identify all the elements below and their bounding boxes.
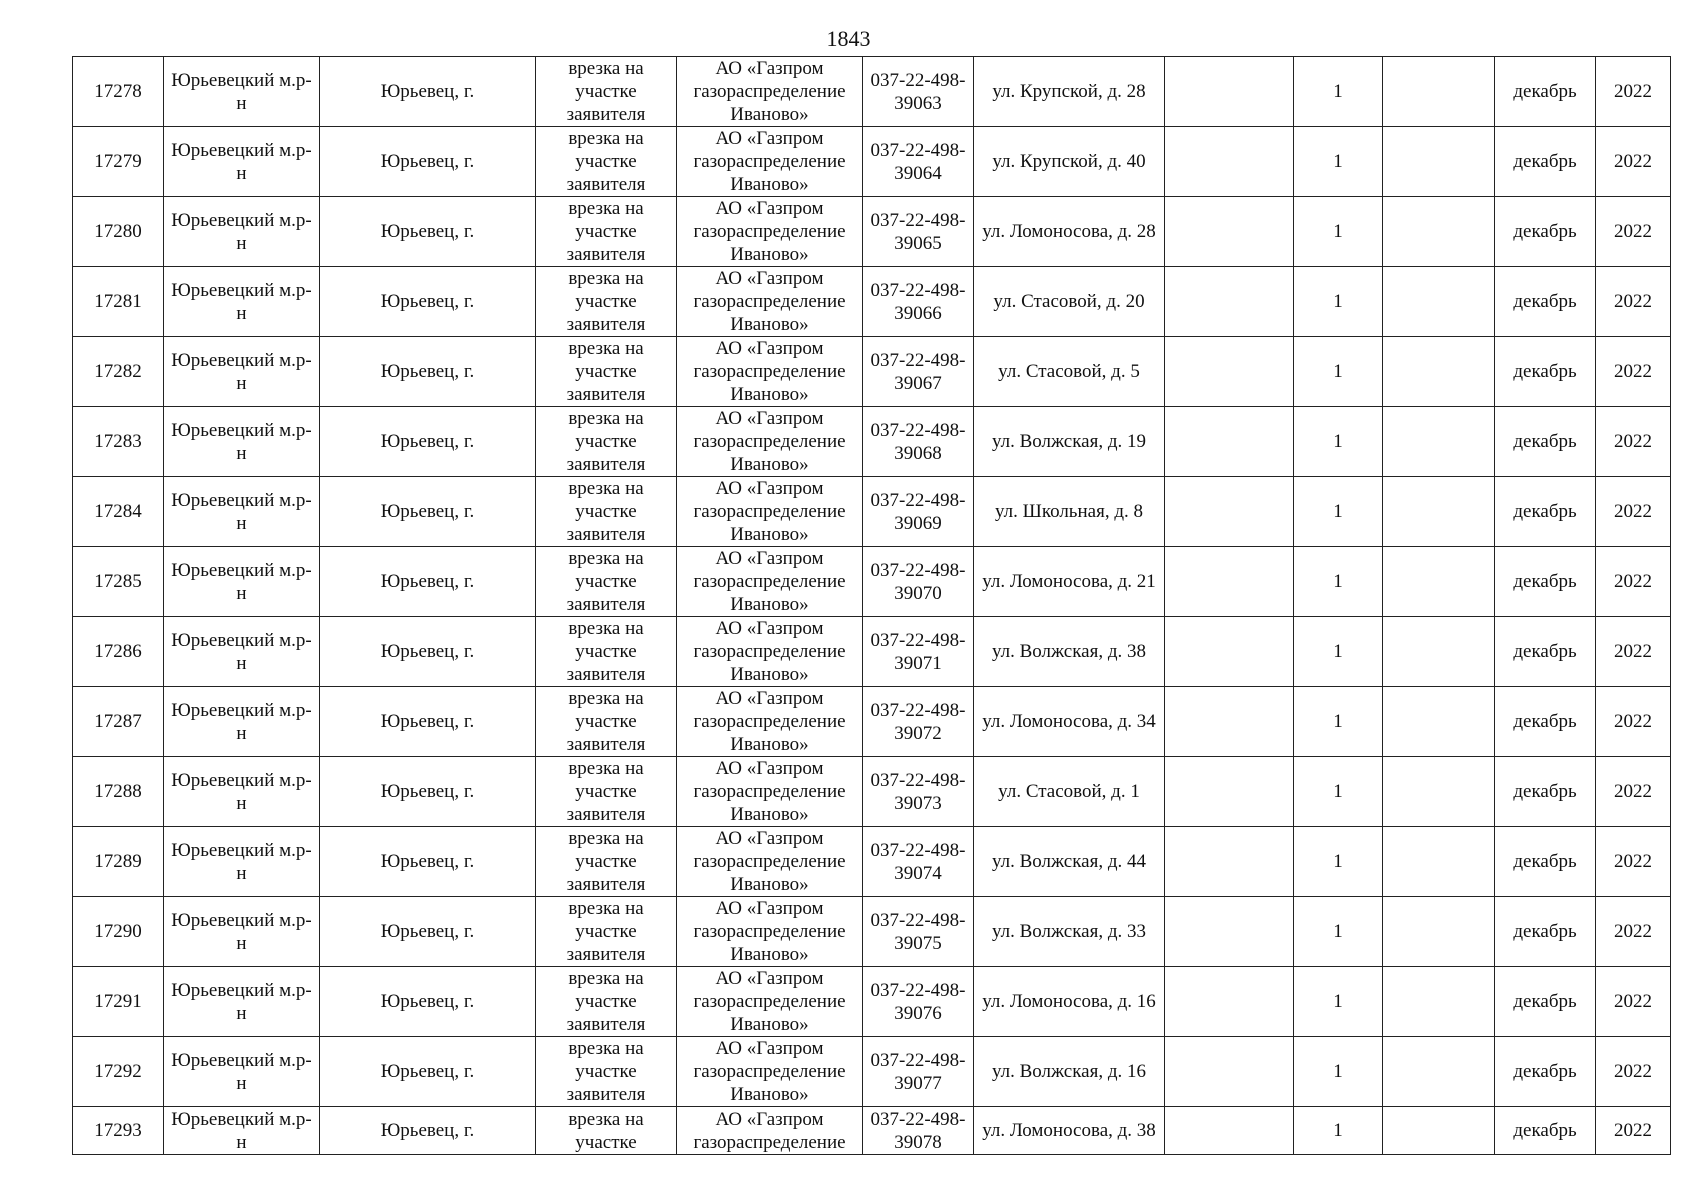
cell-district: Юрьевецкий м.р-н bbox=[164, 967, 320, 1037]
cell-settlement: Юрьевец, г. bbox=[320, 127, 536, 197]
table-row bbox=[73, 127, 1671, 197]
cell-settlement: Юрьевец, г. bbox=[320, 757, 536, 827]
cell-connection-type: врезка на участке заявителя bbox=[536, 547, 677, 617]
table-row bbox=[73, 897, 1671, 967]
cell-empty bbox=[1383, 57, 1495, 127]
cell-connection-type: врезка на участке заявителя bbox=[536, 477, 677, 547]
cell-empty bbox=[1165, 687, 1294, 757]
cell-address: ул. Волжская, д. 19 bbox=[974, 407, 1165, 477]
cell-quantity: 1 bbox=[1294, 57, 1383, 127]
cell-year: 2022 bbox=[1596, 1037, 1671, 1107]
cell-month: декабрь bbox=[1495, 407, 1596, 477]
table-row bbox=[73, 617, 1671, 687]
table-row bbox=[73, 267, 1671, 337]
cell-organization: АО «Газпром газораспределение Иваново» bbox=[677, 827, 863, 897]
cell-empty bbox=[1165, 267, 1294, 337]
cell-empty bbox=[1383, 127, 1495, 197]
cell-quantity: 1 bbox=[1294, 407, 1383, 477]
cell-quantity: 1 bbox=[1294, 197, 1383, 267]
cell-month: декабрь bbox=[1495, 57, 1596, 127]
table-row bbox=[73, 687, 1671, 757]
cell-connection-type: врезка на участке заявителя bbox=[536, 687, 677, 757]
cell-district: Юрьевецкий м.р-н bbox=[164, 407, 320, 477]
cell-organization: АО «Газпром газораспределение Иваново» bbox=[677, 687, 863, 757]
cell-district: Юрьевецкий м.р-н bbox=[164, 687, 320, 757]
cell-quantity: 1 bbox=[1294, 1107, 1383, 1155]
cell-month: декабрь bbox=[1495, 547, 1596, 617]
cell-connection-type: врезка на участке заявителя bbox=[536, 197, 677, 267]
cell-district: Юрьевецкий м.р-н bbox=[164, 477, 320, 547]
cell-settlement: Юрьевец, г. bbox=[320, 477, 536, 547]
cell-settlement: Юрьевец, г. bbox=[320, 407, 536, 477]
cell-district: Юрьевецкий м.р-н bbox=[164, 897, 320, 967]
cell-record-number: 17290 bbox=[73, 897, 164, 967]
cell-empty bbox=[1165, 1037, 1294, 1107]
cell-organization: АО «Газпром газораспределение Иваново» bbox=[677, 967, 863, 1037]
cell-empty bbox=[1165, 547, 1294, 617]
gas-connection-register-table bbox=[72, 56, 1671, 1155]
cell-address: ул. Школьная, д. 8 bbox=[974, 477, 1165, 547]
cell-settlement: Юрьевец, г. bbox=[320, 1107, 536, 1155]
table-row bbox=[73, 337, 1671, 407]
cell-organization: АО «Газпром газораспределение Иваново» bbox=[677, 1037, 863, 1107]
cell-settlement: Юрьевец, г. bbox=[320, 827, 536, 897]
table-row bbox=[73, 1037, 1671, 1107]
cell-connection-type: врезка на участке заявителя bbox=[536, 617, 677, 687]
cell-year: 2022 bbox=[1596, 267, 1671, 337]
cell-empty bbox=[1165, 407, 1294, 477]
cell-connection-type: врезка на участке заявителя bbox=[536, 267, 677, 337]
cell-district: Юрьевецкий м.р-н bbox=[164, 1037, 320, 1107]
cell-empty bbox=[1165, 477, 1294, 547]
cell-settlement: Юрьевец, г. bbox=[320, 687, 536, 757]
cell-empty bbox=[1165, 897, 1294, 967]
cell-year: 2022 bbox=[1596, 687, 1671, 757]
cell-empty bbox=[1165, 1107, 1294, 1155]
cell-organization: АО «Газпром газораспределение Иваново» bbox=[677, 407, 863, 477]
cell-connection-type: врезка на участке заявителя bbox=[536, 1037, 677, 1107]
cell-empty bbox=[1383, 897, 1495, 967]
cell-connection-type: врезка на участке заявителя bbox=[536, 407, 677, 477]
cell-settlement: Юрьевец, г. bbox=[320, 897, 536, 967]
cell-registration-code: 037-22-498-39074 bbox=[863, 827, 974, 897]
cell-record-number: 17283 bbox=[73, 407, 164, 477]
cell-record-number: 17293 bbox=[73, 1107, 164, 1155]
cell-connection-type: врезка на участке заявителя bbox=[536, 757, 677, 827]
cell-empty bbox=[1383, 1037, 1495, 1107]
cell-empty bbox=[1383, 267, 1495, 337]
cell-address: ул. Волжская, д. 44 bbox=[974, 827, 1165, 897]
cell-settlement: Юрьевец, г. bbox=[320, 57, 536, 127]
cell-month: декабрь bbox=[1495, 197, 1596, 267]
cell-organization: АО «Газпром газораспределение Иваново» bbox=[677, 757, 863, 827]
cell-empty bbox=[1165, 197, 1294, 267]
cell-address: ул. Ломоносова, д. 34 bbox=[974, 687, 1165, 757]
cell-record-number: 17289 bbox=[73, 827, 164, 897]
cell-organization: АО «Газпром газораспределение Иваново» bbox=[677, 897, 863, 967]
cell-quantity: 1 bbox=[1294, 267, 1383, 337]
cell-registration-code: 037-22-498-39075 bbox=[863, 897, 974, 967]
cell-settlement: Юрьевец, г. bbox=[320, 1037, 536, 1107]
cell-year: 2022 bbox=[1596, 827, 1671, 897]
cell-organization: АО «Газпром газораспределение Иваново» bbox=[677, 267, 863, 337]
cell-district: Юрьевецкий м.р-н bbox=[164, 127, 320, 197]
cell-address: ул. Волжская, д. 38 bbox=[974, 617, 1165, 687]
cell-district: Юрьевецкий м.р-н bbox=[164, 57, 320, 127]
cell-record-number: 17282 bbox=[73, 337, 164, 407]
cell-registration-code: 037-22-498-39064 bbox=[863, 127, 974, 197]
cell-year: 2022 bbox=[1596, 337, 1671, 407]
cell-year: 2022 bbox=[1596, 617, 1671, 687]
cell-connection-type: врезка на участке заявителя bbox=[536, 967, 677, 1037]
cell-quantity: 1 bbox=[1294, 127, 1383, 197]
cell-registration-code: 037-22-498-39076 bbox=[863, 967, 974, 1037]
cell-quantity: 1 bbox=[1294, 897, 1383, 967]
cell-registration-code: 037-22-498-39069 bbox=[863, 477, 974, 547]
cell-quantity: 1 bbox=[1294, 547, 1383, 617]
cell-empty bbox=[1383, 197, 1495, 267]
cell-month: декабрь bbox=[1495, 897, 1596, 967]
cell-organization: АО «Газпром газораспределение Иваново» bbox=[677, 57, 863, 127]
cell-month: декабрь bbox=[1495, 337, 1596, 407]
cell-organization: АО «Газпром газораспределение bbox=[677, 1107, 863, 1155]
cell-settlement: Юрьевец, г. bbox=[320, 197, 536, 267]
cell-year: 2022 bbox=[1596, 407, 1671, 477]
cell-connection-type: врезка на участке заявителя bbox=[536, 127, 677, 197]
cell-registration-code: 037-22-498-39067 bbox=[863, 337, 974, 407]
cell-empty bbox=[1383, 477, 1495, 547]
cell-month: декабрь bbox=[1495, 617, 1596, 687]
cell-quantity: 1 bbox=[1294, 967, 1383, 1037]
cell-settlement: Юрьевец, г. bbox=[320, 547, 536, 617]
cell-record-number: 17286 bbox=[73, 617, 164, 687]
cell-registration-code: 037-22-498-39065 bbox=[863, 197, 974, 267]
cell-address: ул. Ломоносова, д. 38 bbox=[974, 1107, 1165, 1155]
cell-record-number: 17281 bbox=[73, 267, 164, 337]
table-row bbox=[73, 967, 1671, 1037]
cell-month: декабрь bbox=[1495, 757, 1596, 827]
cell-district: Юрьевецкий м.р-н bbox=[164, 757, 320, 827]
cell-record-number: 17278 bbox=[73, 57, 164, 127]
cell-empty bbox=[1383, 967, 1495, 1037]
cell-district: Юрьевецкий м.р-н bbox=[164, 267, 320, 337]
cell-month: декабрь bbox=[1495, 827, 1596, 897]
cell-settlement: Юрьевец, г. bbox=[320, 337, 536, 407]
cell-connection-type: врезка на участке заявителя bbox=[536, 827, 677, 897]
cell-record-number: 17284 bbox=[73, 477, 164, 547]
cell-quantity: 1 bbox=[1294, 1037, 1383, 1107]
table-row bbox=[73, 407, 1671, 477]
cell-registration-code: 037-22-498-39073 bbox=[863, 757, 974, 827]
cell-record-number: 17280 bbox=[73, 197, 164, 267]
cell-district: Юрьевецкий м.р-н bbox=[164, 1107, 320, 1155]
cell-address: ул. Волжская, д. 16 bbox=[974, 1037, 1165, 1107]
table-row bbox=[73, 477, 1671, 547]
cell-month: декабрь bbox=[1495, 1037, 1596, 1107]
table-row bbox=[73, 827, 1671, 897]
cell-connection-type: врезка на участке заявителя bbox=[536, 57, 677, 127]
cell-settlement: Юрьевец, г. bbox=[320, 617, 536, 687]
cell-quantity: 1 bbox=[1294, 827, 1383, 897]
cell-registration-code: 037-22-498-39078 bbox=[863, 1107, 974, 1155]
cell-organization: АО «Газпром газораспределение Иваново» bbox=[677, 127, 863, 197]
cell-month: декабрь bbox=[1495, 1107, 1596, 1155]
cell-district: Юрьевецкий м.р-н bbox=[164, 197, 320, 267]
cell-empty bbox=[1165, 127, 1294, 197]
cell-settlement: Юрьевец, г. bbox=[320, 967, 536, 1037]
cell-month: декабрь bbox=[1495, 477, 1596, 547]
cell-organization: АО «Газпром газораспределение Иваново» bbox=[677, 477, 863, 547]
cell-empty bbox=[1165, 827, 1294, 897]
cell-registration-code: 037-22-498-39077 bbox=[863, 1037, 974, 1107]
cell-month: декабрь bbox=[1495, 127, 1596, 197]
cell-empty bbox=[1383, 617, 1495, 687]
cell-address: ул. Ломоносова, д. 16 bbox=[974, 967, 1165, 1037]
cell-registration-code: 037-22-498-39071 bbox=[863, 617, 974, 687]
cell-organization: АО «Газпром газораспределение Иваново» bbox=[677, 197, 863, 267]
table-row bbox=[73, 197, 1671, 267]
table-body bbox=[73, 57, 1671, 1155]
cell-registration-code: 037-22-498-39068 bbox=[863, 407, 974, 477]
cell-address: ул. Волжская, д. 33 bbox=[974, 897, 1165, 967]
cell-year: 2022 bbox=[1596, 967, 1671, 1037]
cell-registration-code: 037-22-498-39063 bbox=[863, 57, 974, 127]
cell-empty bbox=[1165, 57, 1294, 127]
cell-month: декабрь bbox=[1495, 267, 1596, 337]
cell-organization: АО «Газпром газораспределение Иваново» bbox=[677, 547, 863, 617]
cell-empty bbox=[1165, 617, 1294, 687]
cell-record-number: 17279 bbox=[73, 127, 164, 197]
cell-year: 2022 bbox=[1596, 57, 1671, 127]
cell-empty bbox=[1383, 687, 1495, 757]
table-row bbox=[73, 547, 1671, 617]
cell-record-number: 17291 bbox=[73, 967, 164, 1037]
cell-quantity: 1 bbox=[1294, 337, 1383, 407]
cell-quantity: 1 bbox=[1294, 477, 1383, 547]
table-row bbox=[73, 57, 1671, 127]
cell-year: 2022 bbox=[1596, 1107, 1671, 1155]
cell-empty bbox=[1383, 407, 1495, 477]
cell-record-number: 17288 bbox=[73, 757, 164, 827]
cell-empty bbox=[1383, 337, 1495, 407]
cell-month: декабрь bbox=[1495, 687, 1596, 757]
cell-registration-code: 037-22-498-39072 bbox=[863, 687, 974, 757]
cell-connection-type: врезка на участке заявителя bbox=[536, 897, 677, 967]
cell-organization: АО «Газпром газораспределение Иваново» bbox=[677, 337, 863, 407]
cell-organization: АО «Газпром газораспределение Иваново» bbox=[677, 617, 863, 687]
cell-registration-code: 037-22-498-39070 bbox=[863, 547, 974, 617]
cell-settlement: Юрьевец, г. bbox=[320, 267, 536, 337]
cell-empty bbox=[1165, 337, 1294, 407]
cell-address: ул. Крупской, д. 40 bbox=[974, 127, 1165, 197]
cell-address: ул. Ломоносова, д. 21 bbox=[974, 547, 1165, 617]
cell-year: 2022 bbox=[1596, 197, 1671, 267]
cell-district: Юрьевецкий м.р-н bbox=[164, 617, 320, 687]
cell-month: декабрь bbox=[1495, 967, 1596, 1037]
cell-quantity: 1 bbox=[1294, 687, 1383, 757]
cell-year: 2022 bbox=[1596, 477, 1671, 547]
cell-district: Юрьевецкий м.р-н bbox=[164, 547, 320, 617]
cell-year: 2022 bbox=[1596, 127, 1671, 197]
table-row bbox=[73, 757, 1671, 827]
cell-address: ул. Стасовой, д. 1 bbox=[974, 757, 1165, 827]
cell-empty bbox=[1383, 547, 1495, 617]
cell-empty bbox=[1383, 757, 1495, 827]
cell-address: ул. Крупской, д. 28 bbox=[974, 57, 1165, 127]
cell-address: ул. Стасовой, д. 5 bbox=[974, 337, 1165, 407]
cell-record-number: 17285 bbox=[73, 547, 164, 617]
cell-quantity: 1 bbox=[1294, 617, 1383, 687]
table-row bbox=[73, 1107, 1671, 1155]
cell-empty bbox=[1165, 757, 1294, 827]
cell-registration-code: 037-22-498-39066 bbox=[863, 267, 974, 337]
cell-year: 2022 bbox=[1596, 547, 1671, 617]
cell-year: 2022 bbox=[1596, 757, 1671, 827]
cell-record-number: 17292 bbox=[73, 1037, 164, 1107]
cell-empty bbox=[1383, 1107, 1495, 1155]
cell-district: Юрьевецкий м.р-н bbox=[164, 827, 320, 897]
page-number: 1843 bbox=[826, 26, 871, 51]
cell-connection-type: врезка на участке bbox=[536, 1107, 677, 1155]
cell-empty bbox=[1383, 827, 1495, 897]
cell-empty bbox=[1165, 967, 1294, 1037]
cell-year: 2022 bbox=[1596, 897, 1671, 967]
cell-quantity: 1 bbox=[1294, 757, 1383, 827]
cell-connection-type: врезка на участке заявителя bbox=[536, 337, 677, 407]
cell-address: ул. Ломоносова, д. 28 bbox=[974, 197, 1165, 267]
cell-record-number: 17287 bbox=[73, 687, 164, 757]
cell-address: ул. Стасовой, д. 20 bbox=[974, 267, 1165, 337]
cell-district: Юрьевецкий м.р-н bbox=[164, 337, 320, 407]
